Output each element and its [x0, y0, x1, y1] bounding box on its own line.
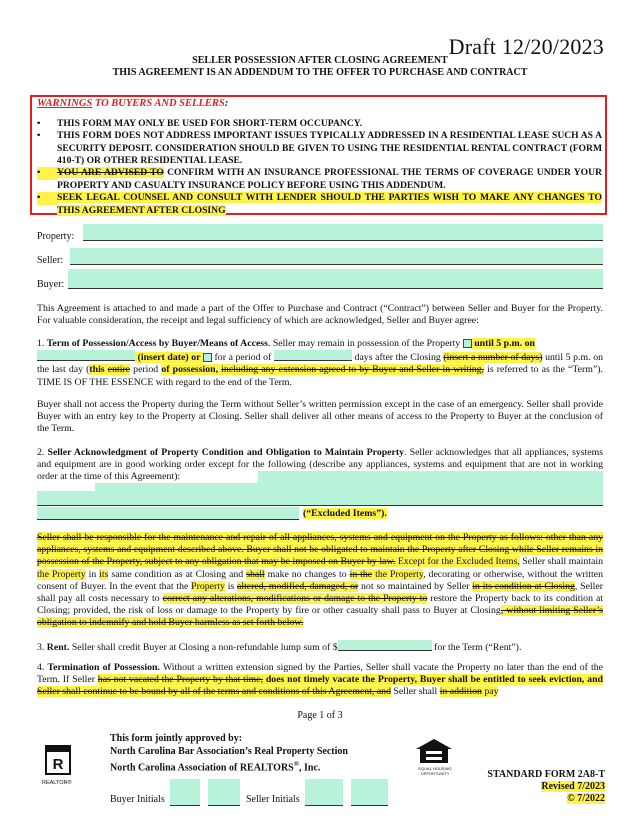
buyer-field[interactable] [68, 269, 603, 288]
page-number: Page 1 of 3 [297, 710, 343, 721]
seller-initials-1[interactable] [305, 779, 343, 805]
section-2: 2. Seller Acknowledgment of Property Condition and Obligation to Maintain Property. Seller acknowledges that all appliances, systems and equipment are in good working order except for the following (describe any appliances, systems and equipment that are not in working order at the time of this Agreement): [37, 447, 604, 483]
section-3: 3. Rent. Seller shall credit Buyer at Closing a non-refundable lump sum of $ for the Term (“Rent”). [37, 642, 522, 653]
realtor-logo [45, 745, 71, 775]
form-id-block [487, 769, 605, 805]
seller-initials-2[interactable] [351, 779, 388, 805]
warning-item-2: • THIS FORM DOES NOT ADDRESS IMPORTANT ISSUES TYPICALLY ADDRESSED IN A RESIDENTIAL LEASE SUCH AS A SECURITY DEPOSIT. CONSIDERATION SHOULD BE GIVEN TO USING THE RESIDENTIAL RENTAL CONTRACT (FORM 410-T) OR OTHER RESIDENTIAL LEASE. [37, 130, 602, 166]
excluded-items-field-1[interactable] [258, 471, 603, 483]
intro-paragraph: This Agreement is attached to and made a part of the Offer to Purchase and Contract (“Contract”) between Seller and Buyer for the Property. For valuable consideration, the receipt and legal sufficiency of which are acknowledged, Seller and Buyer agree: [37, 303, 603, 327]
until-date-checkbox[interactable] [463, 339, 472, 348]
svg-text:R: R [52, 756, 64, 773]
form-name: STANDARD FORM 2A8-T [487, 769, 605, 780]
property-label: Property: [37, 231, 75, 242]
form-copyright: © 7/2022 [567, 793, 605, 804]
seller-label: Seller: [37, 255, 64, 266]
days-count-field[interactable] [274, 350, 352, 361]
excluded-items-label: (“Excluded Items”). [303, 508, 387, 519]
approval-block: This form jointly approved by: North Carolina Bar Association’s Real Property Section North Carolina Association of REALTORS®, Inc. [110, 733, 348, 774]
excluded-items-field-2[interactable] [37, 491, 603, 505]
property-field[interactable] [83, 224, 603, 240]
warnings-heading: WARNINGS TO BUYERS AND SELLERS: [37, 98, 229, 109]
buyer-initials-1[interactable] [170, 779, 200, 805]
section-1: 1. Term of Possession/Access by Buyer/Means of Access. Seller may remain in possession of the Property until 5 p.m. on (insert date) or for a period of days after the Closing (insert a number of days) until 5 p.m. on the last day (this entire period of possession, including any extension agreed to by Buyer and Seller in writing, is referred to as the “Term”). TIME IS OF THE ESSENCE with regard to the end of the Term. [37, 338, 603, 388]
form-subtitle: THIS AGREEMENT IS AN ADDENDUM TO THE OFFER TO PURCHASE AND CONTRACT [112, 67, 528, 78]
warning-item-1: • THIS FORM MAY ONLY BE USED FOR SHORT-TERM OCCUPANCY. [37, 118, 363, 129]
realtor-label: REALTOR® [42, 780, 72, 786]
rent-amount-field[interactable] [338, 640, 432, 651]
buyer-initials-label: Buyer Initials [110, 794, 165, 805]
form-title: SELLER POSSESSION AFTER CLOSING AGREEMENT [192, 55, 448, 66]
days-checkbox[interactable] [203, 353, 212, 362]
warning-item-4: • SEEK LEGAL COUNSEL AND CONSULT WITH LENDER SHOULD THE PARTIES WISH TO MAKE ANY CHANGES TO THIS AGREEMENT AFTER CLOSING [37, 192, 602, 216]
section-2-maintenance: Seller shall be responsible for the maintenance and repair of all appliances, systems and equipment on the Property as follows: other than any appliances, systems and equipment described above. Buyer shall not be obligated to maintain the Property after Closing while Seller remains in possession of the Property, subject to any obligation that may be imposed on Buyer by law. Except for the Excluded Items, Seller shall maintain the Property in its same condition as at Closing and shall make no changes to in the the Property, decorating or otherwise, without the written consent of Buyer. In the event that the Property is altered, modified, damaged, or not so maintained by Seller in its condition at Closing, Seller shall pay all costs necessary to correct any alterations, modifications or damage to the Property to restore the Property back to its condition at Closing; provided, the risk of loss or damage to the Property by fire or other casualty shall pass to Buyer at Closing, without limiting Seller’s obligation to indemnify and hold Buyer harmless as set forth below. [37, 532, 604, 629]
equal-housing-label: EQUAL HOUSING OPPORTUNITY [418, 766, 452, 776]
section-1-access: Buyer shall not access the Property during the Term without Seller’s written permission except in the case of an emergency. Seller shall provide Buyer with an entry key to the Property at Closing. Seller shall deliver all other means of access to the Property to Buyer at the conclusion of the Term. [37, 399, 603, 435]
draft-date: Draft 12/20/2023 [448, 34, 604, 59]
buyer-initials-2[interactable] [208, 779, 240, 805]
seller-field[interactable] [70, 248, 603, 264]
section-4: 4. Termination of Possession. Without a written extension signed by the Parties, Seller shall vacate the Property no later than the end of the Term. If Seller has not vacated the Property by that time, does not timely vacate the Property, Buyer shall be entitled to seek eviction, and Seller shall continue to be bound by all of the terms and conditions of this Agreement, and Seller shall in addition pay [37, 662, 604, 698]
equal-housing-icon [415, 738, 453, 764]
excluded-items-field-3[interactable] [37, 507, 299, 519]
form-revised: Revised 7/2023 [541, 781, 605, 792]
seller-initials-label: Seller Initials [246, 794, 300, 805]
possession-date-field[interactable] [37, 350, 135, 361]
warning-item-3: • YOU ARE ADVISED TO CONFIRM WITH AN INSURANCE PROFESSIONAL THE TERMS OF COVERAGE UNDER YOUR PROPERTY AND CASUALTY INSURANCE POLICY BEFORE USING THIS ADDENDUM. [37, 167, 603, 191]
buyer-label: Buyer: [37, 279, 65, 290]
